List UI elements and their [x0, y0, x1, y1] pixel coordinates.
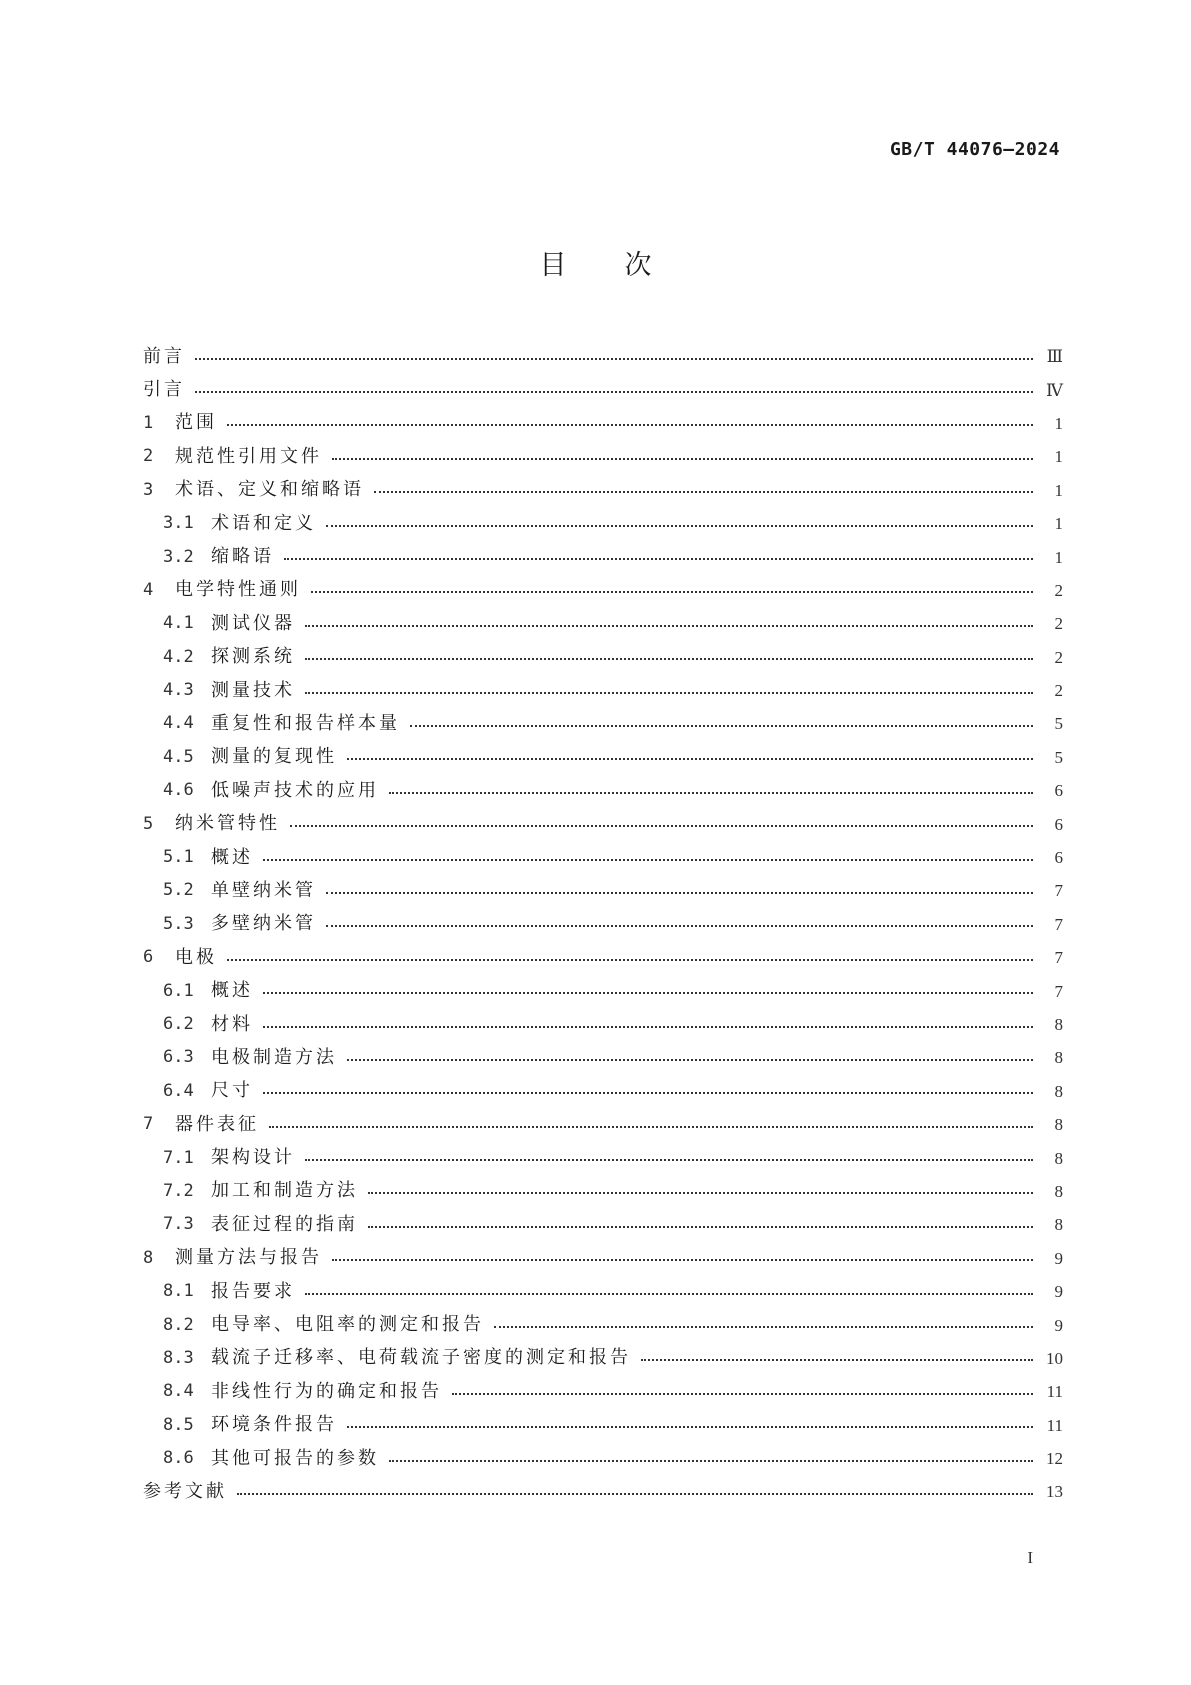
toc-entry-label: 非线性行为的确定和报告	[211, 1380, 442, 1402]
toc-entry-number: 4	[143, 579, 154, 600]
toc-entry-label: 架构设计	[211, 1147, 295, 1169]
toc-entry-number: 3.1	[163, 513, 194, 534]
toc-entry-page: 8	[1054, 1181, 1063, 1201]
toc-entry[interactable]	[143, 1208, 1063, 1241]
toc-entry-page: 8	[1054, 1081, 1063, 1101]
toc-entry[interactable]	[143, 1242, 1063, 1275]
toc-entry-page: 8	[1054, 1015, 1063, 1034]
toc-entry-page: 2	[1054, 614, 1063, 634]
toc-entry[interactable]	[143, 1108, 1063, 1141]
dot-leader	[305, 1293, 1033, 1295]
toc-entry-page: 8	[1054, 1048, 1063, 1068]
document-code: GB/T 44076—2024	[889, 139, 1060, 160]
toc-entry-page: 1	[1054, 413, 1063, 433]
toc-entry-page: 6	[1054, 781, 1063, 801]
toc-entry-page: 1	[1054, 480, 1063, 500]
toc-entry-page: 9	[1054, 1248, 1063, 1268]
toc-entry-label: 缩略语	[211, 546, 274, 568]
toc-entry-page: 8	[1054, 1148, 1063, 1168]
toc-entry-number: 8.6	[163, 1448, 194, 1469]
toc-entry[interactable]	[143, 1342, 1063, 1375]
toc-entry[interactable]	[143, 1141, 1063, 1174]
toc-entry-number: 7	[143, 1114, 154, 1135]
toc-entry-page: 2	[1054, 580, 1063, 600]
toc-entry-page: 11	[1046, 1382, 1063, 1402]
toc-entry-number: 8.1	[163, 1281, 194, 1302]
toc-entry[interactable]	[143, 1475, 1063, 1508]
toc-entry-number: 4.3	[163, 680, 194, 701]
toc-entry-label: 材料	[211, 1013, 253, 1035]
toc-entry-number: 8.2	[163, 1314, 194, 1335]
toc-entry-label: 纳米管特性	[175, 813, 280, 835]
toc-entry[interactable]	[143, 1041, 1063, 1074]
toc-entry-number: 7.1	[163, 1147, 194, 1168]
toc-entry-page: 7	[1054, 948, 1063, 968]
toc-entry-label: 测试仪器	[211, 612, 295, 634]
toc-entry-number: 5.2	[163, 880, 194, 901]
dot-leader	[347, 1426, 1033, 1428]
toc-entry-page: 2	[1054, 681, 1063, 701]
toc-entry-label: 概述	[211, 846, 253, 868]
dot-leader	[374, 491, 1033, 493]
toc-entry[interactable]	[143, 707, 1063, 740]
toc-entry[interactable]	[143, 874, 1063, 907]
table-of-contents	[143, 340, 1063, 1509]
toc-entry-number: 6.3	[163, 1047, 194, 1068]
dot-leader	[332, 1259, 1033, 1261]
dot-leader	[263, 1026, 1033, 1028]
toc-entry[interactable]	[143, 574, 1063, 607]
toc-entry-label: 引言	[143, 379, 185, 401]
toc-entry-page: Ⅲ	[1046, 347, 1063, 367]
toc-entry-label: 尺寸	[211, 1080, 253, 1102]
toc-entry-page: 13	[1046, 1482, 1063, 1502]
toc-entry-page: 12	[1046, 1449, 1063, 1469]
dot-leader	[227, 959, 1033, 961]
toc-entry-label: 测量的复现性	[211, 746, 337, 768]
toc-entry[interactable]	[143, 1442, 1063, 1475]
toc-entry-page: 9	[1054, 1282, 1063, 1302]
toc-entry-number: 4.5	[163, 746, 194, 767]
dot-leader	[311, 591, 1033, 593]
toc-entry[interactable]	[143, 440, 1063, 473]
toc-entry[interactable]	[143, 1075, 1063, 1108]
toc-entry-number: 8.3	[163, 1347, 194, 1368]
toc-entry-page: 1	[1054, 514, 1063, 534]
page-number: I	[1027, 1548, 1033, 1567]
toc-entry-number: 6.4	[163, 1080, 194, 1101]
dot-leader	[195, 358, 1033, 360]
toc-entry-label: 前言	[143, 345, 185, 367]
toc-entry-label: 探测系统	[211, 646, 295, 668]
toc-entry-number: 8.5	[163, 1414, 194, 1435]
toc-entry[interactable]	[143, 1308, 1063, 1341]
toc-entry-number: 6.1	[163, 980, 194, 1001]
dot-leader	[326, 925, 1033, 927]
toc-entry[interactable]	[143, 941, 1063, 974]
toc-entry-page: 9	[1054, 1315, 1063, 1335]
toc-entry-label: 术语和定义	[211, 512, 316, 534]
toc-entry-label: 低噪声技术的应用	[211, 779, 379, 801]
toc-entry-number: 4.2	[163, 646, 194, 667]
toc-entry-label: 参考文献	[143, 1480, 227, 1502]
toc-entry-label: 术语、定义和缩略语	[175, 479, 364, 501]
toc-entry-page: 8	[1054, 1115, 1063, 1135]
toc-entry-page: 7	[1054, 981, 1063, 1001]
dot-leader	[263, 992, 1033, 994]
toc-entry-label: 多壁纳米管	[211, 913, 316, 935]
dot-leader	[305, 692, 1033, 694]
dot-leader	[284, 558, 1033, 560]
toc-entry-number: 5.1	[163, 847, 194, 868]
toc-entry[interactable]	[143, 841, 1063, 874]
toc-entry-number: 4.6	[163, 780, 194, 801]
toc-entry-label: 重复性和报告样本量	[211, 712, 400, 734]
toc-entry-number: 6.2	[163, 1014, 194, 1034]
toc-entry-label: 规范性引用文件	[175, 445, 322, 467]
toc-entry-label: 载流子迁移率、电荷载流子密度的测定和报告	[211, 1347, 631, 1369]
toc-entry-number: 5.3	[163, 913, 194, 934]
dot-leader	[389, 1460, 1033, 1462]
toc-entry[interactable]	[143, 373, 1063, 406]
dot-leader	[305, 1159, 1033, 1161]
dot-leader	[452, 1393, 1033, 1395]
toc-entry-page: 7	[1054, 914, 1063, 934]
toc-entry[interactable]	[143, 641, 1063, 674]
toc-entry-page: 11	[1046, 1415, 1063, 1435]
toc-entry[interactable]	[143, 908, 1063, 941]
toc-entry-number: 7.3	[163, 1214, 194, 1235]
toc-entry-page: 2	[1054, 647, 1063, 667]
toc-entry-number: 8	[143, 1247, 154, 1268]
toc-entry-page: 6	[1054, 848, 1063, 868]
toc-entry[interactable]	[143, 474, 1063, 507]
toc-entry-number: 3	[143, 479, 154, 500]
toc-entry-label: 其他可报告的参数	[211, 1447, 379, 1469]
page-title: 目次	[539, 250, 710, 281]
toc-entry-label: 单壁纳米管	[211, 879, 316, 901]
toc-entry-page: 7	[1054, 881, 1063, 901]
dot-leader	[269, 1126, 1033, 1128]
dot-leader	[305, 625, 1033, 627]
toc-entry-label: 测量技术	[211, 679, 295, 701]
dot-leader	[410, 725, 1033, 727]
toc-entry-label: 电极制造方法	[211, 1046, 337, 1068]
toc-entry[interactable]	[143, 741, 1063, 774]
toc-entry-label: 加工和制造方法	[211, 1180, 358, 1202]
dot-leader	[641, 1359, 1033, 1361]
toc-entry[interactable]	[143, 407, 1063, 440]
toc-entry-label: 环境条件报告	[211, 1414, 337, 1436]
toc-entry[interactable]	[143, 340, 1063, 373]
toc-entry-label: 报告要求	[211, 1280, 295, 1302]
toc-entry-label: 范围	[175, 412, 217, 434]
toc-entry[interactable]	[143, 507, 1063, 540]
toc-entry-label: 电极	[175, 946, 217, 968]
toc-entry-number: 6	[143, 947, 154, 968]
toc-entry[interactable]	[143, 1409, 1063, 1442]
toc-entry-number: 2	[143, 446, 154, 467]
dot-leader	[368, 1226, 1033, 1228]
dot-leader	[290, 825, 1033, 827]
toc-entry-number: 1	[143, 412, 154, 433]
toc-entry[interactable]	[143, 807, 1063, 840]
dot-leader	[227, 424, 1033, 426]
toc-entry[interactable]	[143, 607, 1063, 640]
toc-entry[interactable]	[143, 974, 1063, 1007]
toc-entry-page: 5	[1054, 714, 1063, 734]
dot-leader	[347, 1059, 1033, 1061]
toc-entry-page: 5	[1054, 747, 1063, 767]
toc-entry[interactable]	[143, 1275, 1063, 1308]
toc-entry-number: 4.4	[163, 713, 194, 734]
toc-entry[interactable]	[143, 774, 1063, 807]
toc-entry-label: 测量方法与报告	[175, 1247, 322, 1269]
dot-leader	[326, 525, 1033, 527]
toc-entry-label: 器件表征	[175, 1113, 259, 1135]
dot-leader	[305, 658, 1033, 660]
toc-entry[interactable]	[143, 674, 1063, 707]
toc-entry-label: 表征过程的指南	[211, 1213, 358, 1235]
dot-leader	[332, 458, 1033, 460]
dot-leader	[263, 859, 1033, 861]
toc-entry-number: 8.4	[163, 1381, 194, 1402]
toc-entry[interactable]	[143, 1008, 1063, 1041]
toc-entry-number: 4.1	[163, 613, 194, 634]
dot-leader	[368, 1192, 1033, 1194]
dot-leader	[263, 1092, 1033, 1094]
toc-entry-label: 电学特性通则	[175, 579, 301, 601]
toc-entry-page: 6	[1054, 814, 1063, 834]
toc-entry-number: 7.2	[163, 1180, 194, 1201]
dot-leader	[389, 792, 1033, 794]
toc-entry-label: 概述	[211, 980, 253, 1002]
toc-entry[interactable]	[143, 540, 1063, 573]
dot-leader	[326, 892, 1033, 894]
toc-entry-number: 3.2	[163, 546, 194, 567]
toc-entry-label: 电导率、电阻率的测定和报告	[211, 1314, 484, 1336]
toc-entry-page: 1	[1054, 447, 1063, 467]
toc-entry-page: 10	[1046, 1348, 1063, 1368]
dot-leader	[494, 1326, 1033, 1328]
toc-entry[interactable]	[143, 1175, 1063, 1208]
toc-entry-page: Ⅳ	[1046, 380, 1063, 400]
toc-entry-page: 8	[1054, 1215, 1063, 1235]
dot-leader	[237, 1493, 1033, 1495]
dot-leader	[195, 391, 1033, 393]
dot-leader	[347, 758, 1033, 760]
toc-entry-number: 5	[143, 813, 154, 834]
toc-entry-page: 1	[1054, 547, 1063, 567]
toc-entry[interactable]	[143, 1375, 1063, 1408]
